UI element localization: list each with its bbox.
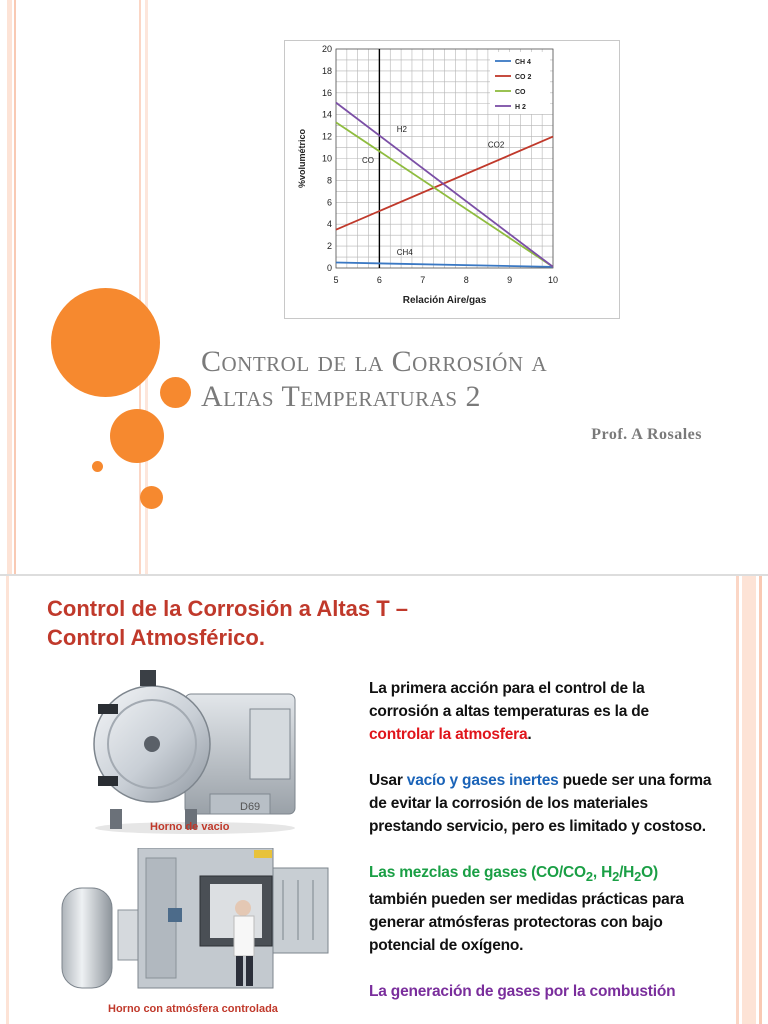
y-tick-label: 12 <box>321 131 332 142</box>
series-annotation: CO <box>362 155 375 165</box>
highlight-green-text: /H <box>619 864 635 881</box>
controlled-atmosphere-furnace-image <box>58 848 343 998</box>
y-tick-label: 4 <box>326 219 332 230</box>
highlight-red: controlar la atmosfera <box>369 726 528 743</box>
image-caption: Horno con atmósfera controlada <box>108 1003 278 1015</box>
paragraph-text: puede ser una forma de evitar la corrosión de los materiales prestando servicio, pero es limitado y costoso. <box>369 772 712 835</box>
y-tick-label: 8 <box>326 175 332 186</box>
decor-stripe <box>7 0 12 574</box>
x-tick-label: 7 <box>420 275 426 285</box>
x-tick-label: 5 <box>333 275 339 285</box>
highlight-green-text: Las mezclas de gases (CO/CO <box>369 864 586 881</box>
y-tick-label: 10 <box>321 153 332 164</box>
decor-circle <box>160 377 191 408</box>
decor-stripe <box>759 576 762 1024</box>
y-tick-label: 18 <box>321 65 332 76</box>
highlight-green-text: , H <box>592 864 613 881</box>
slide-title-line1: Control de la Corrosión a <box>201 345 548 378</box>
y-axis-label: %volumétrico <box>297 128 307 189</box>
subscript: 2 <box>585 869 593 885</box>
highlight-green <box>369 864 658 885</box>
paragraph-1 <box>369 677 714 746</box>
chart <box>285 41 619 318</box>
subscript: 2 <box>612 869 620 885</box>
decor-stripe <box>14 0 16 574</box>
paragraph-4 <box>369 980 714 1003</box>
y-tick-label: 6 <box>326 197 332 208</box>
author: Prof. A Rosales <box>591 426 702 443</box>
y-tick-label: 14 <box>321 109 332 120</box>
paragraph-3 <box>369 861 714 957</box>
x-tick-label: 9 <box>507 275 513 285</box>
legend-label: CO <box>515 89 526 96</box>
vacuum-furnace-image <box>90 664 300 834</box>
content-slide <box>0 576 768 1024</box>
svg-text:D69: D69 <box>240 801 261 813</box>
decor-circle <box>51 288 160 397</box>
decor-stripe <box>736 576 739 1024</box>
series-annotation: H2 <box>396 125 407 135</box>
series-annotation: CH4 <box>396 247 413 257</box>
decor-circle <box>92 461 103 472</box>
paragraph-text: La primera acción para el control de la corrosión a altas temperaturas es la de <box>369 680 649 720</box>
decor-stripe <box>742 576 756 1024</box>
highlight-green-text: O) <box>641 864 658 881</box>
decor-circle <box>110 409 164 463</box>
slide-title <box>201 344 741 414</box>
chart-frame <box>284 40 620 319</box>
subscript: 2 <box>634 869 642 885</box>
x-tick-label: 10 <box>547 275 559 285</box>
slide-title <box>47 594 547 652</box>
decor-stripe <box>6 576 9 1024</box>
paragraph-text: Usar <box>369 772 407 789</box>
y-tick-label: 20 <box>321 44 332 54</box>
decor-circle <box>140 486 163 509</box>
paragraph-text: también pueden ser medidas prácticas para generar atmósferas protectoras con bajo potencial de oxígeno. <box>369 891 684 955</box>
y-tick-label: 16 <box>321 87 332 98</box>
slide-title-line2: Control Atmosférico. <box>47 625 265 650</box>
decor-stripe <box>139 0 141 574</box>
slide-title-line2: Altas Temperaturas 2 <box>201 380 482 413</box>
legend-label: CO 2 <box>515 74 532 81</box>
x-tick-label: 6 <box>376 275 382 285</box>
slide-title-line1: Control de la Corrosión a Altas T – <box>47 596 409 621</box>
highlight-blue: vacío y gases inertes <box>406 772 559 789</box>
x-tick-label: 8 <box>463 275 469 285</box>
slide-body <box>369 677 714 1024</box>
series-annotation: CO2 <box>487 140 505 150</box>
image-caption: Horno de vacio <box>150 821 230 833</box>
y-tick-label: 2 <box>326 241 332 252</box>
paragraph-text: . <box>527 726 532 743</box>
y-tick-label: 0 <box>326 263 332 273</box>
legend-label: CH 4 <box>515 59 531 66</box>
paragraph-2 <box>369 769 714 838</box>
legend-label: H 2 <box>515 104 526 111</box>
highlight-purple: La generación de gases por la combustión <box>369 983 676 1001</box>
x-axis-label: Relación Aire/gas <box>402 295 487 306</box>
